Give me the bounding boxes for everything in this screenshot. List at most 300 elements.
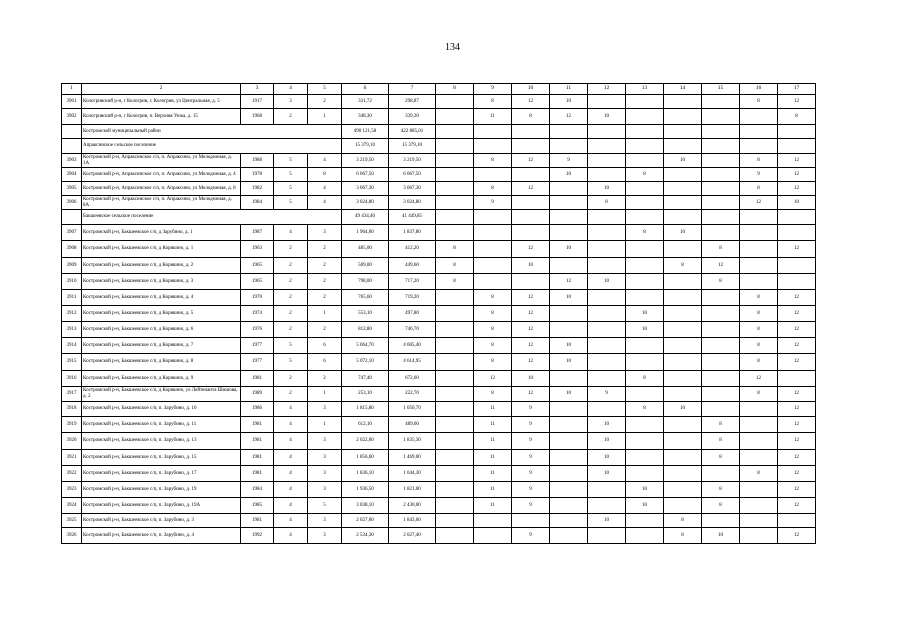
table-cell: 412,20 [389,241,436,258]
table-cell: 6 [308,354,342,371]
address-cell: Костромской р-н, Бакшеевское с/п, п. Зарубино, д. 11 [82,417,241,433]
table-cell: 9 [512,528,550,544]
table-cell: 12 [740,371,778,387]
table-cell: 8 [308,168,342,182]
group-row [62,125,816,139]
table-cell: 12 [512,290,550,306]
table-cell: 8 [702,241,740,258]
column-header: 9 [474,84,512,95]
table-cell: 1 [308,387,342,402]
table-cell: 1978 [241,168,274,182]
table-cell: 1981 [241,466,274,482]
address-cell: Костромской р-н, Бакшеевское с/п, д Корякино, д. 1 [82,241,241,258]
column-header: 15 [702,84,740,95]
table-cell: 12 [512,354,550,371]
table-cell: 1 050,70 [389,402,436,417]
address-cell: Костромской р-н, Бакшеевское с/п, п. Зарубино, д. 3 [82,514,241,528]
table-cell: 8 [740,290,778,306]
table-cell: 1977 [241,338,274,354]
address-cell: Костромской р-н, Бакшеевское с/п, п. Зарубино, д. 4 [82,528,241,544]
table-cell [626,109,664,125]
table-cell: 10 [702,528,740,544]
table-cell: 717,20 [389,274,436,290]
table-cell: 8 [778,109,816,125]
table-cell [626,528,664,544]
table-cell: 8 [702,417,740,433]
row-number: 3904 [62,168,82,182]
table-cell: 3 [308,225,342,241]
table-cell [626,450,664,466]
table-cell: 8 [474,387,512,402]
table-cell: 10 [550,95,588,109]
table-cell [702,154,740,168]
group-row [62,210,816,225]
table-cell [626,154,664,168]
table-cell [512,514,550,528]
table-cell [474,210,512,225]
table-cell: 10 [588,417,626,433]
table-cell: 10 [550,354,588,371]
table-cell: 5 [274,338,308,354]
table-cell [588,241,626,258]
table-cell: 9 [512,433,550,450]
table-cell [778,514,816,528]
table-cell [740,433,778,450]
table-cell [550,498,588,514]
table-cell [740,210,778,225]
table-cell: 8 [702,450,740,466]
table-cell: 672,60 [389,371,436,387]
table-cell [626,417,664,433]
table-cell [436,182,474,196]
table-cell: 8 [740,338,778,354]
table-cell [62,125,82,139]
table-cell: 10 [588,450,626,466]
table-cell [778,258,816,274]
table-cell [436,528,474,544]
table-cell: 8 [664,514,702,528]
table-row [62,498,816,514]
table-cell [550,306,588,322]
row-number: 3913 [62,322,82,338]
table-cell [778,210,816,225]
table-cell: 11 [474,402,512,417]
table-row [62,387,816,402]
table-cell [626,338,664,354]
table-cell [664,466,702,482]
table-cell: 6 067,50 [342,168,389,182]
table-cell: 12 [778,450,816,466]
table-cell [550,139,588,154]
table-cell: 9 [512,466,550,482]
table-cell: 10 [512,258,550,274]
address-cell: Костромской р-н, Бакшеевское с/п, д Корякино, д. 9 [82,371,241,387]
table-cell: 746,70 [389,322,436,338]
table-cell: 1965 [241,274,274,290]
table-cell: 12 [512,322,550,338]
table-cell [550,210,588,225]
table-cell: 1987 [241,225,274,241]
column-header: 13 [626,84,664,95]
column-header: 16 [740,84,778,95]
table-cell: 4 605,40 [389,338,436,354]
table-cell [740,274,778,290]
table-cell: 5 [274,354,308,371]
table-cell: 10 [626,498,664,514]
table-cell: 8 [740,306,778,322]
table-cell [702,402,740,417]
table-cell: 12 [778,338,816,354]
group-total: 49 434,40 [342,210,389,225]
table-cell [512,225,550,241]
table-cell: 2 [274,241,308,258]
table-row [62,306,816,322]
table-cell: 4 [308,182,342,196]
table-row [62,95,816,109]
table-cell [550,371,588,387]
table-cell [740,450,778,466]
table-cell: 12 [778,433,816,450]
table-cell: 5 [274,196,308,210]
table-cell [626,125,664,139]
table-cell: 4 [274,466,308,482]
table-cell: 1 836,10 [342,466,389,482]
address-cell: Костромской р-н, Бакшеевское с/п, п. Зарубино, д. 10 [82,402,241,417]
table-cell [626,387,664,402]
table-cell [588,498,626,514]
table-cell [436,450,474,466]
row-number: 3925 [62,514,82,528]
row-number: 3923 [62,482,82,498]
buildings-table [61,83,816,544]
group-total: 15 379,10 [389,139,436,154]
column-header: 6 [342,84,389,95]
table-row [62,196,816,210]
address-cell: Костромской р-н, Бакшеевское с/п, д Корякино, ул Лейтенанта Шишова, д. 2 [82,387,241,402]
table-cell [626,241,664,258]
table-cell [702,306,740,322]
table-cell: 4 [274,498,308,514]
row-number: 3919 [62,417,82,433]
table-cell: 2 027,00 [342,514,389,528]
table-cell: 1981 [241,417,274,433]
table-cell: 8 [474,354,512,371]
column-header: 12 [588,84,626,95]
table-row [62,433,816,450]
group-label: Бакшеевское сельское поселение [82,210,342,225]
table-cell: 12 [778,306,816,322]
table-cell: 765,60 [342,290,389,306]
table-cell [588,225,626,241]
table-cell [664,387,702,402]
table-cell: 8 [474,290,512,306]
table-cell [702,109,740,125]
table-cell: 8 [474,95,512,109]
table-row [62,290,816,306]
column-header: 4 [274,84,308,95]
table-cell [550,258,588,274]
table-cell: 3 [274,95,308,109]
row-number: 3909 [62,258,82,274]
column-header: 14 [664,84,702,95]
table-cell [626,514,664,528]
table-cell [512,168,550,182]
table-cell [664,433,702,450]
table-cell [626,196,664,210]
table-cell: 12 [778,322,816,338]
row-number: 3916 [62,371,82,387]
table-cell: 12 [778,402,816,417]
table-cell [664,322,702,338]
table-cell: 5 [274,154,308,168]
table-cell: 8 [626,402,664,417]
table-cell: 1 044,30 [389,466,436,482]
table-row [62,109,816,125]
address-cell: Костромской р-н, Бакшеевское с/п, д Корякино, д. 5 [82,306,241,322]
table-cell: 4 [274,528,308,544]
column-header: 3 [241,84,274,95]
table-cell: 12 [778,95,816,109]
table-cell [702,322,740,338]
table-cell [664,139,702,154]
table-cell [664,125,702,139]
table-cell: 8 [626,371,664,387]
table-cell [474,168,512,182]
table-cell: 4 [308,154,342,168]
table-cell [474,241,512,258]
table-cell: 10 [512,371,550,387]
table-cell: 11 [474,450,512,466]
table-cell: 12 [778,354,816,371]
table-cell [702,210,740,225]
table-cell: 339,30 [389,109,436,125]
table-cell: 5 [274,168,308,182]
table-cell [588,210,626,225]
table-cell: 9 [588,387,626,402]
table-cell: 1 964,00 [342,225,389,241]
table-cell: 1981 [241,371,274,387]
address-cell: Костромской р-н, Бакшеевское с/п, п. Зарубино, д. 19А [82,498,241,514]
table-cell: 1965 [241,258,274,274]
row-number: 3903 [62,154,82,168]
table-cell: 2 [308,290,342,306]
table-cell: 3 [308,466,342,482]
table-cell [778,225,816,241]
table-cell: 1989 [241,387,274,402]
table-cell [778,125,816,139]
table-cell: 2 622,00 [342,433,389,450]
table-cell: 5 [274,182,308,196]
table-cell: 12 [778,387,816,402]
table-cell: 8 [474,338,512,354]
table-cell [550,433,588,450]
table-cell: 10 [588,109,626,125]
table-row [62,322,816,338]
column-header: 5 [308,84,342,95]
table-row [62,514,816,528]
table-cell: 11 [474,466,512,482]
table-cell: 10 [626,482,664,498]
table-cell: 1988 [241,154,274,168]
table-cell: 8 [626,225,664,241]
table-cell: 1981 [241,433,274,450]
table-cell [474,258,512,274]
table-cell [588,402,626,417]
row-number: 3914 [62,338,82,354]
table-cell [626,258,664,274]
table-cell: 331,72 [342,95,389,109]
table-cell: 3 024,80 [342,196,389,210]
table-cell: 4 [274,433,308,450]
table-cell: 12 [778,182,816,196]
table-cell [702,338,740,354]
table-cell [588,306,626,322]
table-cell: 12 [550,274,588,290]
table-cell: 3 [308,402,342,417]
table-cell: 8 [474,182,512,196]
table-cell: 12 [778,154,816,168]
table-cell [436,225,474,241]
table-cell: 10 [664,225,702,241]
table-cell: 8 [702,274,740,290]
table-cell [436,354,474,371]
group-label: Костромской муниципальный район [82,125,342,139]
table-cell: 3 [308,433,342,450]
table-row [62,168,816,182]
table-cell [436,95,474,109]
table-cell: 489,60 [389,417,436,433]
table-row [62,402,816,417]
table-cell: 10 [550,387,588,402]
table-cell [436,514,474,528]
table-row [62,482,816,498]
table-cell [62,139,82,154]
table-cell: 8 [664,528,702,544]
table-cell: 11 [474,109,512,125]
table-cell [588,290,626,306]
table-cell [702,290,740,306]
address-cell: Костромской р-н, Бакшеевское с/п, д Корякино, д. 4 [82,290,241,306]
table-cell: 8 [436,274,474,290]
row-number: 3915 [62,354,82,371]
table-cell [436,371,474,387]
table-cell [664,95,702,109]
address-cell: Костромской р-н, Бакшеевское с/п, д Зарубино, д. 1 [82,225,241,241]
table-cell: 2 [274,322,308,338]
table-row [62,354,816,371]
table-cell: 12 [512,338,550,354]
page-number: 134 [445,42,460,53]
table-cell [474,139,512,154]
table-cell: 1970 [241,290,274,306]
table-cell: 3 219,50 [389,154,436,168]
table-cell: 2 [274,109,308,125]
table-cell: 1985 [241,498,274,514]
table-cell [474,514,512,528]
table-cell: 2 [274,258,308,274]
table-cell: 4 614,95 [389,354,436,371]
header-row [62,84,816,95]
table-cell [702,95,740,109]
table-cell [436,433,474,450]
table-cell: 10 [550,338,588,354]
table-cell [778,371,816,387]
table-cell [626,290,664,306]
table-cell: 3 038,10 [342,498,389,514]
table-cell [588,528,626,544]
row-number: 3906 [62,196,82,210]
address-cell: Костромской р-н, Апраксинское с/п, п. Апраксино, ул Молодежная, д. 8А [82,196,241,210]
table-cell [664,196,702,210]
table-cell [436,154,474,168]
table-cell: 612,10 [342,417,389,433]
table-cell: 12 [778,168,816,182]
table-cell [550,402,588,417]
row-number: 3905 [62,182,82,196]
table-cell: 10 [550,290,588,306]
table-cell [436,417,474,433]
table-cell: 1 936,50 [342,482,389,498]
table-cell: 1 469,00 [389,450,436,466]
table-cell: 4 [274,225,308,241]
table-cell: 1974 [241,306,274,322]
table-cell: 12 [512,241,550,258]
table-cell: 10 [588,182,626,196]
table-cell [588,95,626,109]
table-cell: 10 [778,196,816,210]
table-row [62,450,816,466]
table-cell [550,528,588,544]
table-cell [702,514,740,528]
table-cell: 1 815,80 [342,402,389,417]
table-cell [664,450,702,466]
column-header: 8 [436,84,474,95]
table-cell: 12 [512,95,550,109]
table-cell [588,125,626,139]
table-cell: 12 [550,109,588,125]
table-cell: 10 [588,274,626,290]
address-cell: Костромской р-н, Апраксинское с/п, п. Апраксино, ул Молодежная, д. 8 [82,182,241,196]
address-cell: Костромской р-н, Бакшеевское с/п, д Корякино, д. 8 [82,354,241,371]
table-cell: 5 072,10 [342,354,389,371]
table-cell [740,258,778,274]
table-cell [550,322,588,338]
table-cell: 5 [308,498,342,514]
table-row [62,338,816,354]
table-cell [550,466,588,482]
table-cell [664,210,702,225]
address-cell: Костромской р-н, Бакшеевское с/п, д Корякино, д. 6 [82,322,241,338]
table-cell: 5 064,70 [342,338,389,354]
table-cell: 9 [512,402,550,417]
table-cell: 4 [274,514,308,528]
table-row [62,417,816,433]
row-number: 3921 [62,450,82,466]
table-cell: 12 [512,306,550,322]
table-cell: 1992 [241,528,274,544]
table-row [62,182,816,196]
table-row [62,528,816,544]
table-cell: 12 [702,258,740,274]
table-cell [436,387,474,402]
table-cell [626,466,664,482]
table-cell: 2 [274,306,308,322]
table-cell [436,306,474,322]
table-cell: 12 [512,387,550,402]
table-row [62,225,816,241]
table-cell: 9 [512,450,550,466]
address-cell: Костромской р-н, Бакшеевское с/п, п. Зарубино, д. 15 [82,450,241,466]
